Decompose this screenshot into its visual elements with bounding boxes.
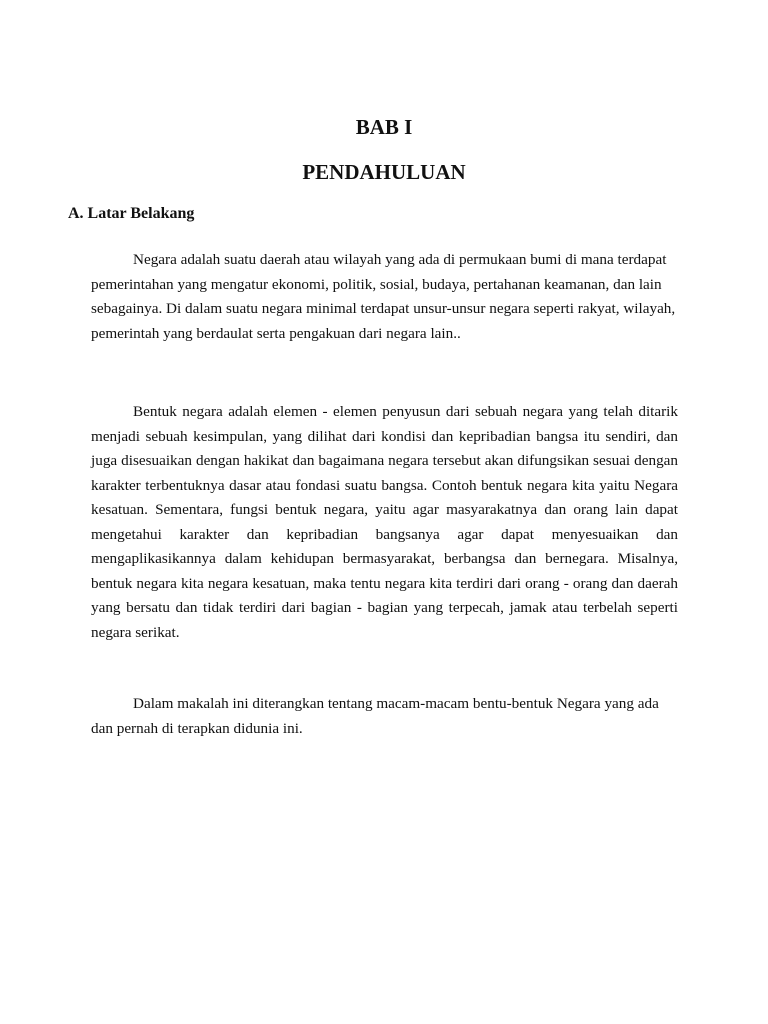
chapter-title: PENDAHULUAN [302,160,466,184]
paragraph-2: Bentuk negara adalah elemen - elemen penyusun dari sebuah negara yang telah ditarik menjadi sebuah kesimpulan, yang dilihat dari kondisi dan kepribadian bangsa itu sendiri, dan juga disesuaikan dengan hakikat dan bagaimana negara tersebut akan difungsikan sesuai dengan karakter terbentuknya dasar atau fondasi suatu bangsa. Contoh bentuk negara kita yaitu Negara kesatuan. Sementara, fungsi bentuk negara, yaitu agar masyarakatnya dan orang lain dapat mengetahui karakter dan kepribadian bangsanya agar dapat menyesuaikan dan mengaplikasikannya dalam kehidupan bermasyarakat, berbangsa dan bernegara. Misalnya, bentuk negara kita negara kesatuan, maka tentu negara kita terdiri dari orang - orang dan daerah yang bersatu dan tidak terdiri dari bagian - bagian yang terpecah, jamak atau terbelah seperti negara serikat. [91,403,678,641]
section-heading: A. Latar Belakang [68,205,195,222]
paragraph-3: Dalam makalah ini diterangkan tentang macam-macam bentu-bentuk Negara yang ada dan pernah di terapkan didunia ini. [91,695,659,737]
paragraph-1: Negara adalah suatu daerah atau wilayah yang ada di permukaan bumi di mana terdapat pemerintahan yang mengatur ekonomi, politik, sosial, budaya, pertahanan keamanan, dan lain sebagainya. Di dalam suatu negara minimal terdapat unsur-unsur negara seperti rakyat, wilayah, pemerintah yang berdaulat serta pengakuan dari negara lain.. [91,251,676,342]
chapter-number: BAB I [355,115,413,139]
